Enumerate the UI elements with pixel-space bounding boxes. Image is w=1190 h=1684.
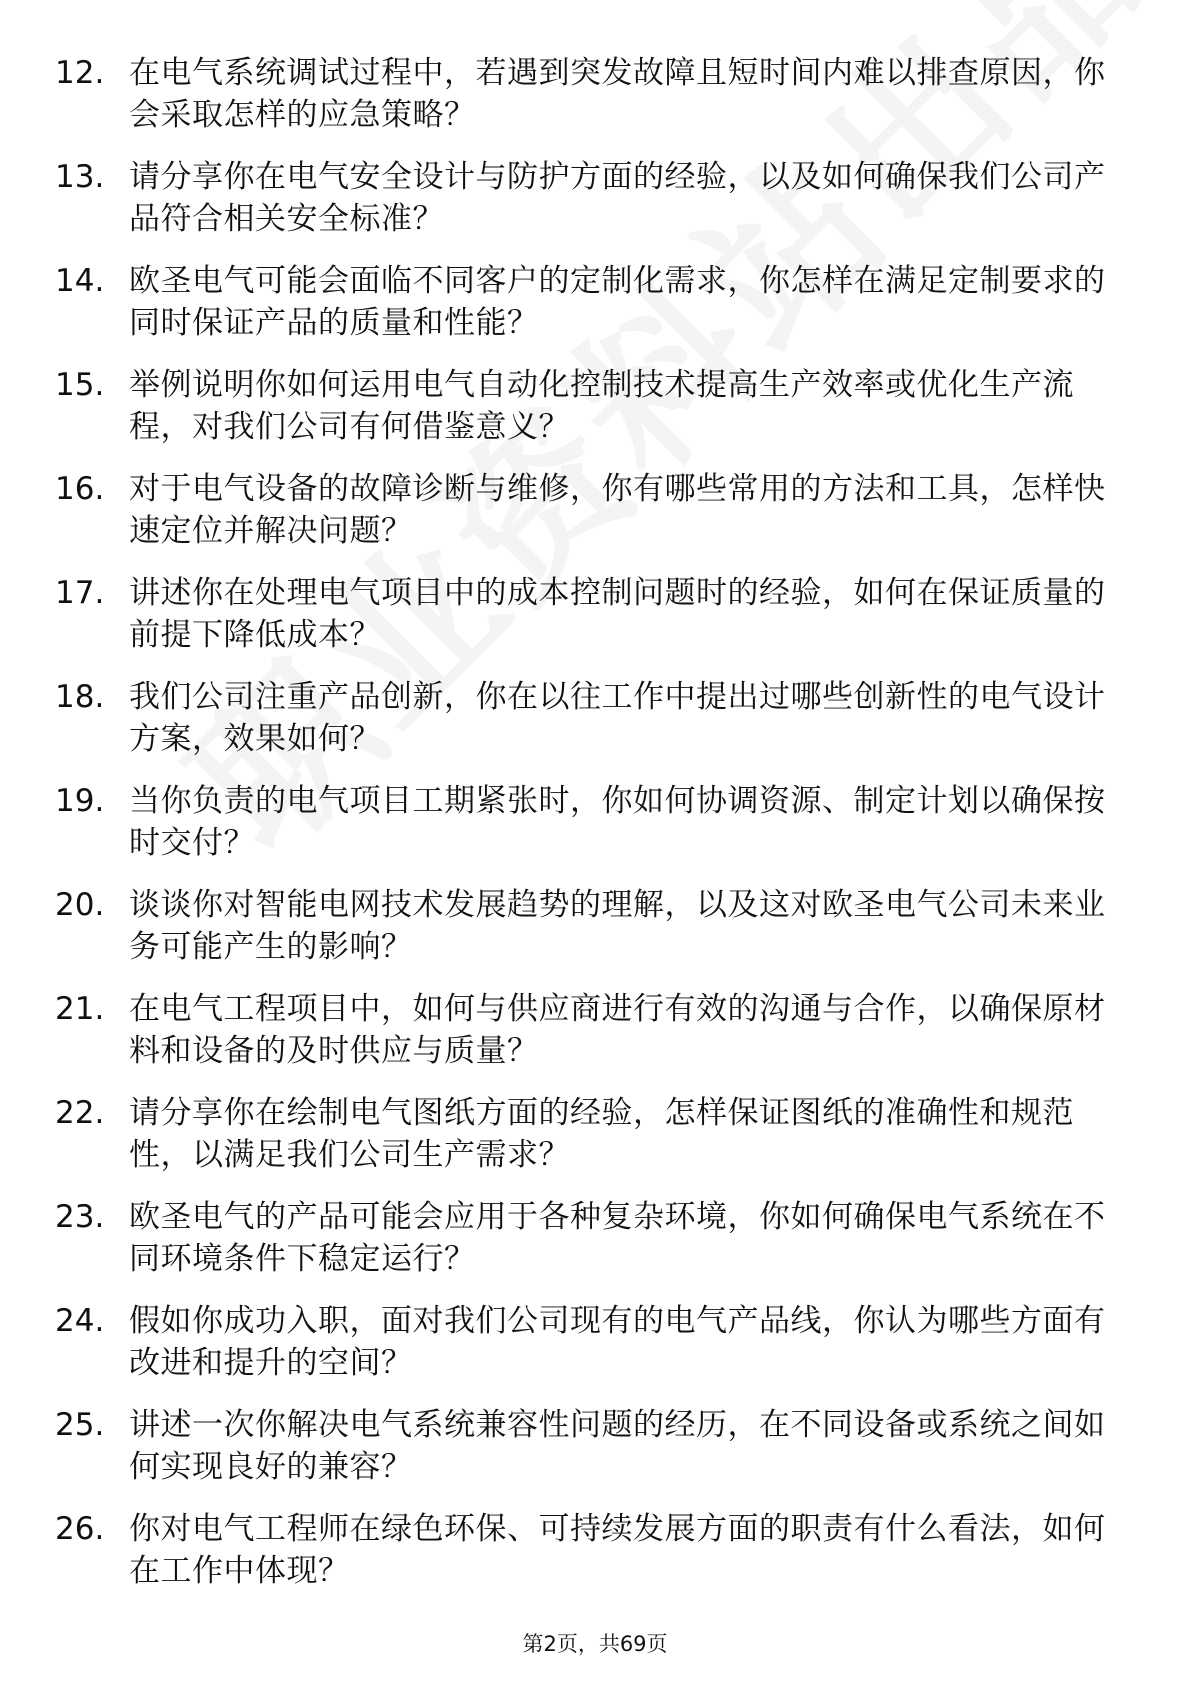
list-item [55,676,1115,780]
question-number: 17. [55,575,105,611]
list-item [55,572,1115,676]
list-item [55,156,1115,260]
list-item [55,1404,1115,1508]
question-number: 12. [55,55,105,91]
question-text: 假如你成功入职，面对我们公司现有的电气产品线，你认为哪些方面有改进和提升的空间？ [129,1303,1106,1381]
question-text: 在电气工程项目中，如何与供应商进行有效的沟通与合作，以确保原材料和设备的及时供应与质量？ [129,991,1106,1069]
list-item [55,1508,1115,1612]
list-item [55,988,1115,1092]
question-text: 讲述你在处理电气项目中的成本控制问题时的经验，如何在保证质量的前提下降低成本？ [129,575,1106,653]
list-item [55,780,1115,884]
question-number: 24. [55,1303,105,1339]
question-number: 14. [55,263,105,299]
question-number: 15. [55,367,105,403]
question-text: 当你负责的电气项目工期紧张时，你如何协调资源、制定计划以确保按时交付？ [129,783,1106,861]
question-number: 16. [55,471,105,507]
list-item [55,884,1115,988]
question-number: 23. [55,1199,105,1235]
question-number: 13. [55,159,105,195]
list-item [55,260,1115,364]
list-item [55,52,1115,156]
list-item [55,468,1115,572]
question-number: 18. [55,679,105,715]
question-text: 举例说明你如何运用电气自动化控制技术提高生产效率或优化生产流程，对我们公司有何借鉴意义？ [129,367,1074,445]
question-number: 20. [55,887,105,923]
list-item [55,1092,1115,1196]
question-text: 请分享你在绘制电气图纸方面的经验，怎样保证图纸的准确性和规范性，以满足我们公司生产需求？ [129,1095,1074,1173]
question-text: 谈谈你对智能电网技术发展趋势的理解，以及这对欧圣电气公司未来业务可能产生的影响？ [129,887,1106,965]
question-text: 请分享你在电气安全设计与防护方面的经验，以及如何确保我们公司产品符合相关安全标准？ [129,159,1106,237]
list-item [55,1196,1115,1300]
question-number: 22. [55,1095,105,1131]
question-text: 欧圣电气的产品可能会应用于各种复杂环境，你如何确保电气系统在不同环境条件下稳定运行？ [129,1199,1106,1277]
question-text: 欧圣电气可能会面临不同客户的定制化需求，你怎样在满足定制要求的同时保证产品的质量和性能？ [129,263,1106,341]
question-text: 讲述一次你解决电气系统兼容性问题的经历，在不同设备或系统之间如何实现良好的兼容？ [129,1407,1106,1485]
question-text: 我们公司注重产品创新，你在以往工作中提出过哪些创新性的电气设计方案，效果如何？ [129,679,1106,757]
question-number: 25. [55,1407,105,1443]
question-list [55,52,1115,1612]
page-number: 第2页，共69页 [522,1632,668,1656]
question-text: 在电气系统调试过程中，若遇到突发故障且短时间内难以排查原因，你会采取怎样的应急策略？ [129,55,1106,133]
question-text: 对于电气设备的故障诊断与维修，你有哪些常用的方法和工具，怎样快速定位并解决问题？ [129,471,1106,549]
question-text: 你对电气工程师在绿色环保、可持续发展方面的职责有什么看法，如何在工作中体现？ [129,1511,1106,1589]
list-item [55,364,1115,468]
question-number: 26. [55,1511,105,1547]
list-item [55,1300,1115,1404]
question-number: 21. [55,991,105,1027]
question-number: 19. [55,783,105,819]
